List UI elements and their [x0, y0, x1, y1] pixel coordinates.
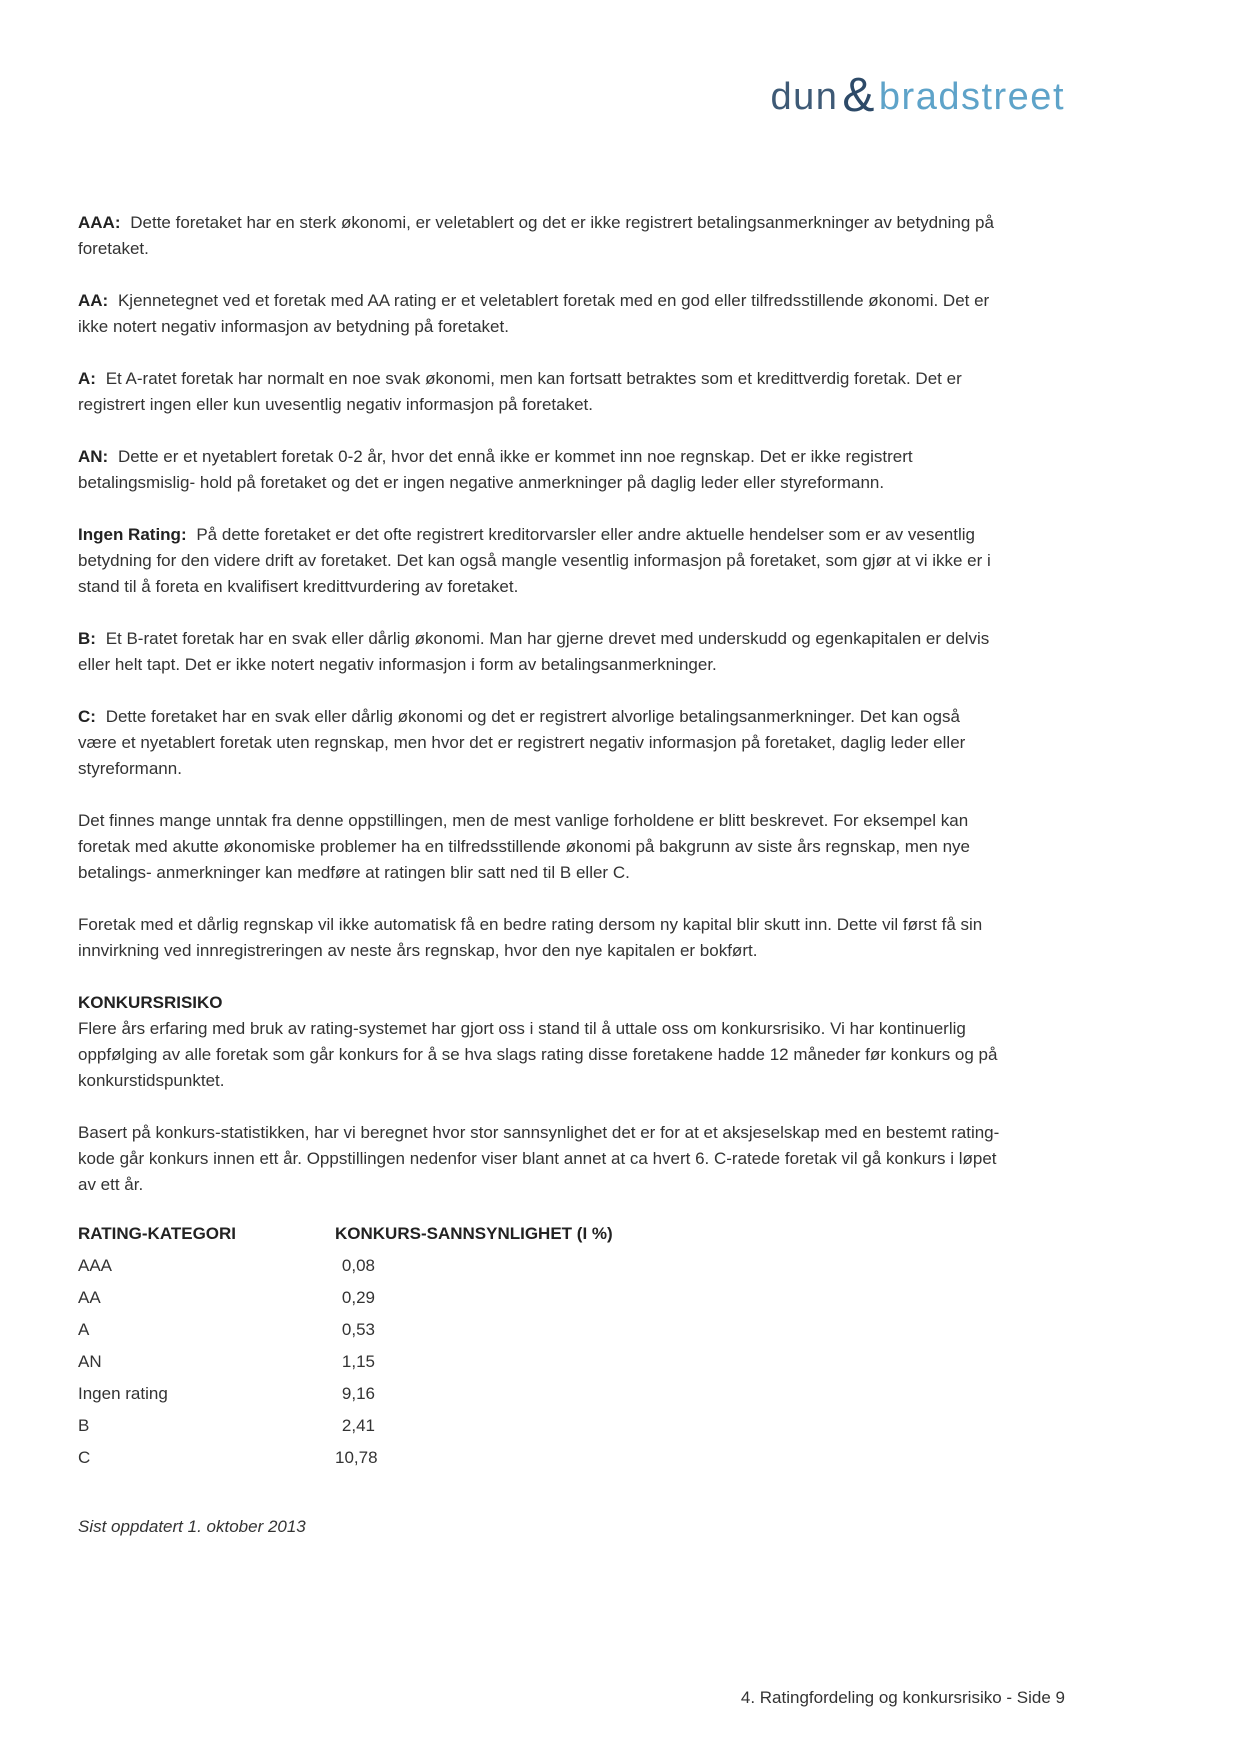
- probability-value: 0,29: [341, 1288, 375, 1307]
- probability-value: 2,41: [341, 1416, 375, 1435]
- rating-text-b: Et B-ratet foretak har en svak eller dårlig økonomi. Man har gjerne drevet med underskudd og egenkapitalen er delvis eller helt tapt. Det er ikke notert negativ informasjon i form av betalingsanmerkninger.: [78, 629, 990, 674]
- rating-paragraph-c: [78, 704, 1000, 782]
- logo-text-bradstreet: bradstreet: [878, 76, 1065, 118]
- rating-text-aa: Kjennetegnet ved et foretak med AA rating er et veletablert foretak med en god eller tilfredsstillende økonomi. Det er ikke notert negativ informasjon av betydning på foretaket.: [78, 291, 990, 336]
- rating-label-b: B:: [78, 629, 96, 648]
- probability-cell: [335, 1256, 613, 1288]
- rating-label-c: C:: [78, 707, 96, 726]
- probability-value: 1,15: [341, 1352, 375, 1371]
- rating-label-aaa: AAA:: [78, 213, 121, 232]
- probability-value: 10,78: [335, 1448, 378, 1467]
- rating-label-aa: AA:: [78, 291, 109, 310]
- probability-value: 0,08: [341, 1256, 375, 1275]
- probability-value: 9,16: [341, 1384, 375, 1403]
- table-row: [78, 1320, 613, 1352]
- table-row: [78, 1288, 613, 1320]
- rating-paragraph-b: [78, 626, 1000, 678]
- konkursrisiko-paragraph-2: Basert på konkurs-statistikken, har vi beregnet hvor stor sannsynlighet det er for at et aksjeselskap med en bestemt rating-kode går konkurs innen ett år. Oppstillingen nedenfor viser blant annet at ca hvert 6. C-ratede foretak vil gå konkurs i løpet av ett år.: [78, 1123, 1000, 1194]
- logo-text-dun: dun: [770, 76, 839, 118]
- rating-label-ingen-rating: Ingen Rating:: [78, 525, 187, 544]
- rating-category-cell: Ingen rating: [78, 1384, 168, 1403]
- probability-cell: [335, 1320, 613, 1352]
- probability-cell: [335, 1448, 613, 1480]
- table-row: [78, 1384, 613, 1416]
- table-header-row: [78, 1224, 613, 1256]
- rating-label-an: AN:: [78, 447, 109, 466]
- konkursrisiko-paragraph-1: Flere års erfaring med bruk av rating-systemet har gjort oss i stand til å uttale oss om konkursrisiko. Vi har kontinuerlig oppfølging av alle foretak som går konkurs for å se hva slags rating disse foretakene hadde 12 måneder før konkurs og på konkurstidspunktet.: [78, 1019, 998, 1090]
- note-new-capital: Foretak med et dårlig regnskap vil ikke automatisk få en bedre rating dersom ny kapital blir skutt inn. Dette vil først få sin innvirkning ved innregistreringen av neste års regnskap, hvor den nye kapitalen er bokført.: [78, 915, 983, 960]
- rating-category-cell: C: [78, 1448, 91, 1467]
- table-row: [78, 1256, 613, 1288]
- rating-text-c: Dette foretaket har en svak eller dårlig økonomi og det er registrert alvorlige betalingsanmerkninger. Det kan også være et nyetablert foretak uten regnskap, men hvor det er registrert negativ informasjon på foretaket, daglig leder eller styreformann.: [78, 707, 966, 778]
- konkurs-probability-table: [78, 1224, 613, 1480]
- probability-cell: [335, 1384, 613, 1416]
- rating-text-ingen-rating: På dette foretaket er det ofte registrert kreditorvarsler eller andre aktuelle hendelser som er av vesentlig betydning for den videre drift av foretaket. Det kan også mangle vesentlig informasjon på foretaket, som gjør at vi ikke er i stand til å foreta en kvalifisert kredittvurdering av foretaket.: [78, 525, 991, 596]
- rating-category-cell: A: [78, 1320, 90, 1339]
- rating-label-a: A:: [78, 369, 96, 388]
- page-footer: 4. Ratingfordeling og konkursrisiko - Side 9: [740, 1688, 1065, 1707]
- rating-category-cell: AA: [78, 1288, 101, 1307]
- table-row: [78, 1416, 613, 1448]
- rating-text-aaa: Dette foretaket har en sterk økonomi, er veletablert og det er ikke registrert betalingsanmerkninger av betydning på foretaket.: [78, 213, 994, 258]
- konkursrisiko-heading: KONKURSRISIKO: [78, 993, 223, 1012]
- probability-cell: [335, 1288, 613, 1320]
- column-header-konkurs-sannsynlighet: KONKURS-SANNSYNLIGHET (I %): [335, 1224, 613, 1243]
- rating-category-cell: B: [78, 1416, 90, 1435]
- probability-cell: [335, 1416, 613, 1448]
- last-updated-note: Sist oppdatert 1. oktober 2013: [78, 1517, 306, 1536]
- rating-category-cell: AAA: [78, 1256, 113, 1275]
- rating-paragraph-a: [78, 366, 1000, 418]
- table-row: [78, 1352, 613, 1384]
- rating-text-a: Et A-ratet foretak har normalt en noe svak økonomi, men kan fortsatt betraktes som et kredittverdig foretak. Det er registrert ingen eller kun uvesentlig negativ informasjon på foretaket.: [78, 369, 962, 414]
- dun-bradstreet-logo: [770, 66, 1065, 121]
- rating-paragraph-aaa: [78, 210, 1000, 262]
- probability-value: 0,53: [341, 1320, 375, 1339]
- rating-paragraph-aa: [78, 288, 1000, 340]
- probability-cell: [335, 1352, 613, 1384]
- column-header-rating-kategori: RATING-KATEGORI: [78, 1224, 237, 1243]
- table-row: [78, 1448, 613, 1480]
- document-body: [78, 210, 1000, 1566]
- note-exceptions: Det finnes mange unntak fra denne oppstillingen, men de mest vanlige forholdene er blitt beskrevet. For eksempel kan foretak med akutte økonomiske problemer ha en tilfredsstillende økonomi på bakgrunn av siste års regnskap, men nye betalings- anmerkninger kan medføre at ratingen blir satt ned til B eller C.: [78, 811, 971, 882]
- rating-paragraph-an: [78, 444, 1000, 496]
- rating-paragraph-ingen-rating: [78, 522, 1000, 600]
- rating-category-cell: AN: [78, 1352, 102, 1371]
- rating-text-an: Dette er et nyetablert foretak 0-2 år, hvor det ennå ikke er kommet inn noe regnskap. Det er ikke registrert betalingsmislig- hold på foretaket og det er ingen negative anmerkninger på daglig leder eller styreformann.: [78, 447, 913, 492]
- logo-ampersand-icon: &: [842, 69, 876, 122]
